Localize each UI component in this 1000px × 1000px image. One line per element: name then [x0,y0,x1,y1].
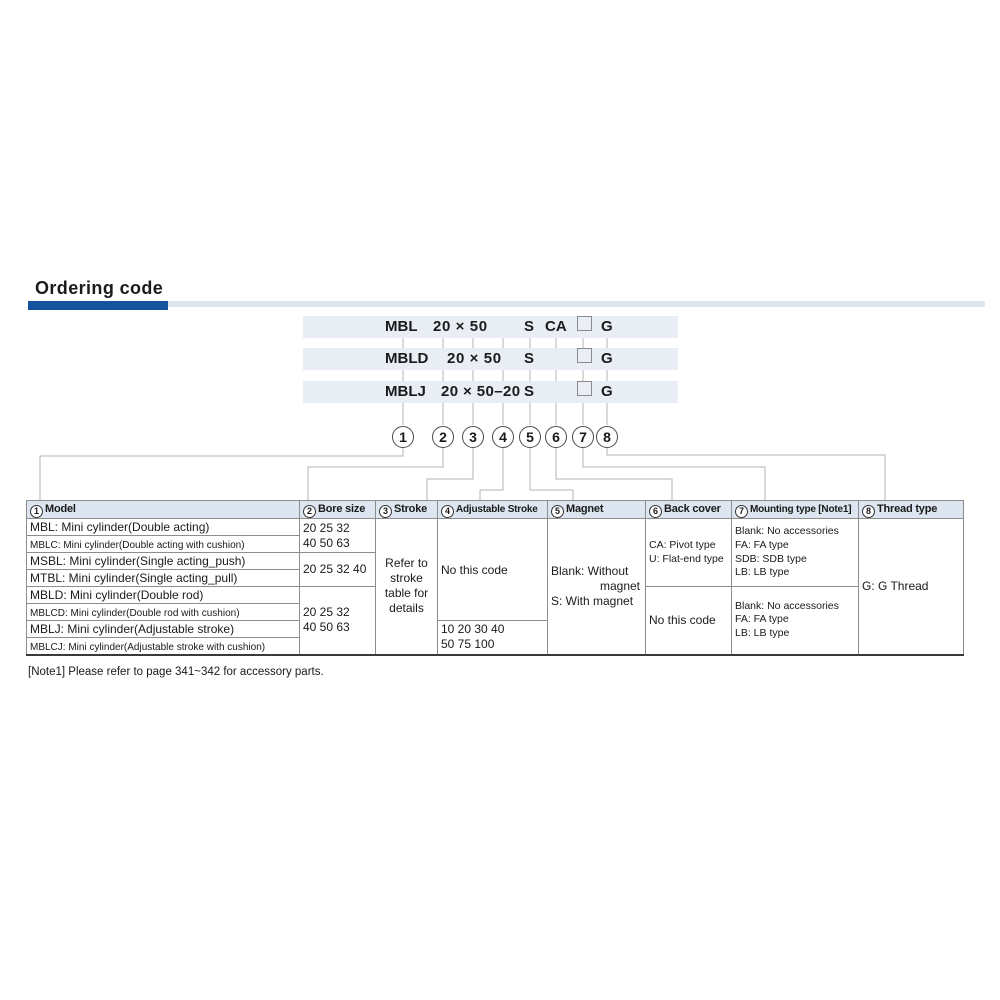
bore-size-cell: 20 25 32 40 [300,553,376,587]
circled-number-icon: 2 [303,505,316,518]
mounting-placeholder-box-icon [577,381,592,396]
ordering-table [26,500,964,656]
circled-number-icon: 7 [735,505,748,518]
code-thread: G [601,318,613,335]
callout-circle-8: 8 [596,426,618,448]
back-cover-cell: No this code [646,587,732,655]
title-underline-track [168,301,985,307]
code-row-mblj [303,381,678,403]
code-thread: G [601,383,613,400]
stroke-cell: Refer to stroke table for details [376,519,438,655]
code-bore-stroke: 20 × 50 [433,318,488,335]
model-cell: MSBL: Mini cylinder(Single acting_push) [27,553,300,570]
header-adjustable-stroke: 4 Adjustable Stroke [438,501,548,519]
mounting-placeholder-box-icon [577,348,592,363]
page-title: Ordering code [35,278,164,298]
model-cell: MTBL: Mini cylinder(Single acting_pull) [27,570,300,587]
note-text: [Note1] Please refer to page 341~342 for accessory parts. [28,666,324,678]
code-model: MBLD [385,350,429,367]
bore-size-cell: 20 25 32 40 50 63 [300,587,376,655]
code-magnet: S [524,350,535,367]
mounting-placeholder-box-icon [577,316,592,331]
code-model: MBL [385,318,418,335]
code-back-cover: CA [545,318,567,335]
table-header-row [27,501,964,519]
header-thread-type: 8 Thread type [859,501,964,519]
model-cell: MBLC: Mini cylinder(Double acting with cushion) [27,536,300,553]
circled-number-icon: 8 [862,505,875,518]
header-model: 1 Model [27,501,300,519]
callout-circle-4: 4 [492,426,514,448]
callout-circle-5: 5 [519,426,541,448]
table-row [27,519,964,536]
callout-circle-2: 2 [432,426,454,448]
code-model: MBLJ [385,383,426,400]
code-thread: G [601,350,613,367]
adjustable-stroke-cell: No this code [438,519,548,621]
code-magnet: S [524,318,535,335]
model-cell: MBLD: Mini cylinder(Double rod) [27,587,300,604]
code-magnet: S [524,383,535,400]
model-cell: MBLCD: Mini cylinder(Double rod with cushion) [27,604,300,621]
model-cell: MBLCJ: Mini cylinder(Adjustable stroke with cushion) [27,638,300,655]
circled-number-icon: 6 [649,505,662,518]
adjustable-stroke-cell: 10 20 30 40 50 75 100 [438,621,548,655]
header-back-cover: 6 Back cover [646,501,732,519]
model-cell: MBLJ: Mini cylinder(Adjustable stroke) [27,621,300,638]
callout-circle-6: 6 [545,426,567,448]
callout-circle-7: 7 [572,426,594,448]
header-magnet: 5 Magnet [548,501,646,519]
circled-number-icon: 5 [551,505,564,518]
mounting-type-cell: Blank: No accessories FA: FA type SDB: SDB type LB: LB type [732,519,859,587]
circled-number-icon: 1 [30,505,43,518]
mounting-type-cell: Blank: No accessories FA: FA type LB: LB type [732,587,859,655]
code-row-mbld [303,348,678,370]
code-row-mbl [303,316,678,338]
title-underline-accent [28,301,168,310]
bore-size-cell: 20 25 32 40 50 63 [300,519,376,553]
circled-number-icon: 4 [441,505,454,518]
thread-type-cell: G: G Thread [859,519,964,655]
circled-number-icon: 3 [379,505,392,518]
magnet-cell: Blank: Without magnet S: With magnet [548,519,646,655]
callout-circle-1: 1 [392,426,414,448]
header-mounting-type: 7 Mounting type [Note1] [732,501,859,519]
code-bore-stroke: 20 × 50–20 [441,383,521,400]
callout-circle-3: 3 [462,426,484,448]
header-stroke: 3 Stroke [376,501,438,519]
code-bore-stroke: 20 × 50 [447,350,502,367]
header-bore-size: 2 Bore size [300,501,376,519]
back-cover-cell: CA: Pivot type U: Flat-end type [646,519,732,587]
model-cell: MBL: Mini cylinder(Double acting) [27,519,300,536]
